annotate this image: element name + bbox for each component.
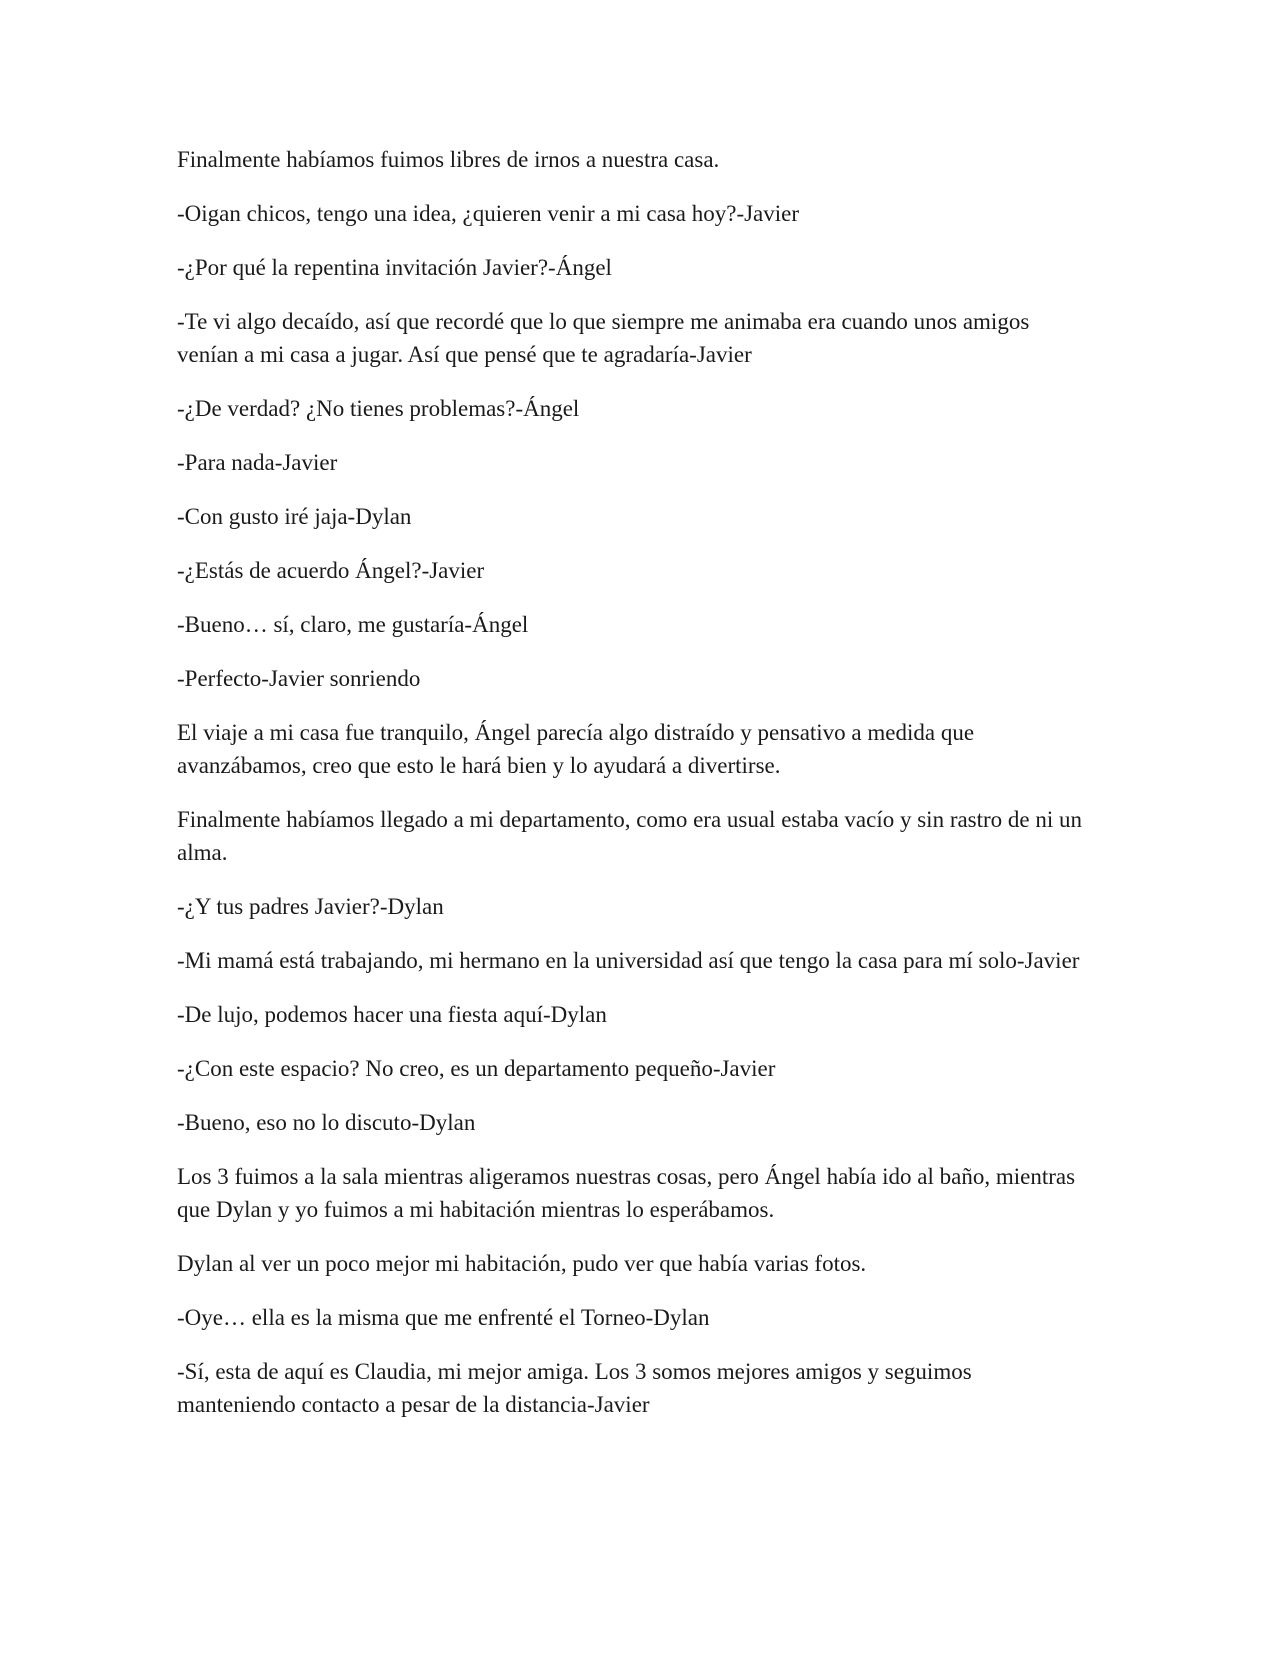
paragraph: -Con gusto iré jaja-Dylan: [177, 504, 412, 529]
document-body: [177, 143, 1087, 1442]
paragraph: -¿Estás de acuerdo Ángel?-Javier: [177, 558, 485, 583]
paragraph: -Oye… ella es la misma que me enfrenté el Torneo-Dylan: [177, 1305, 710, 1330]
paragraph: -Bueno, eso no lo discuto-Dylan: [177, 1110, 476, 1135]
paragraph: -Oigan chicos, tengo una idea, ¿quieren venir a mi casa hoy?-Javier: [177, 201, 800, 226]
paragraph: -¿De verdad? ¿No tienes problemas?-Ángel: [177, 396, 580, 421]
paragraph: -Bueno… sí, claro, me gustaría-Ángel: [177, 612, 529, 637]
paragraph: Los 3 fuimos a la sala mientras aligeramos nuestras cosas, pero Ángel había ido al baño, mientras que Dylan y yo fuimos a mi habitación mientras lo esperábamos.: [177, 1164, 1076, 1222]
paragraph: -Sí, esta de aquí es Claudia, mi mejor amiga. Los 3 somos mejores amigos y seguimos manteniendo contacto a pesar de la distancia-Javier: [177, 1359, 972, 1417]
paragraph: -Perfecto-Javier sonriendo: [177, 666, 421, 691]
paragraph: Finalmente habíamos llegado a mi departamento, como era usual estaba vacío y sin rastro de ni un alma.: [177, 807, 1083, 865]
paragraph: -¿Con este espacio? No creo, es un departamento pequeño-Javier: [177, 1056, 776, 1081]
paragraph: -¿Y tus padres Javier?-Dylan: [177, 894, 444, 919]
paragraph: -¿Por qué la repentina invitación Javier?-Ángel: [177, 255, 612, 280]
paragraph: -Te vi algo decaído, así que recordé que lo que siempre me animaba era cuando unos amigos venían a mi casa a jugar. Así que pensé que te agradaría-Javier: [177, 309, 1030, 367]
paragraph: Finalmente habíamos fuimos libres de irnos a nuestra casa.: [177, 147, 720, 172]
paragraph: El viaje a mi casa fue tranquilo, Ángel parecía algo distraído y pensativo a medida que avanzábamos, creo que esto le hará bien y lo ayudará a divertirse.: [177, 720, 975, 778]
paragraph: Dylan al ver un poco mejor mi habitación, pudo ver que había varias fotos.: [177, 1251, 867, 1276]
paragraph: -Para nada-Javier: [177, 450, 338, 475]
paragraph: -De lujo, podemos hacer una fiesta aquí-Dylan: [177, 1002, 607, 1027]
paragraph: -Mi mamá está trabajando, mi hermano en la universidad así que tengo la casa para mí solo-Javier: [177, 948, 1080, 973]
